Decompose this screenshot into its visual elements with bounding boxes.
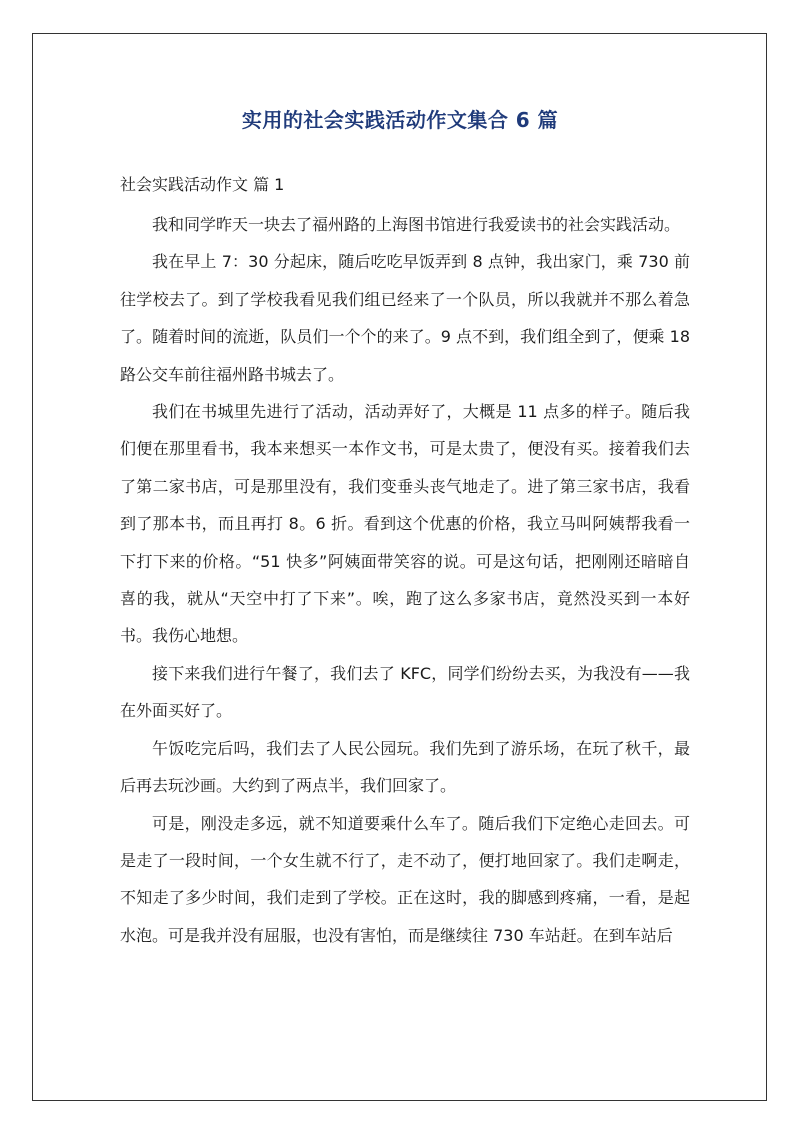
paragraph-3: 我们在书城里先进行了活动，活动弄好了，大概是 11 点多的样子。随后我们便在那里看书，我本来想买一本作文书，可是太贵了，便没有买。接着我们去了第二家书店，可是那里没有，我们变垂头丧气地走了。进了第三家书店，我看到了那本书，而且再打 8。6 折。看到这个优惠的价格，我立马叫阿姨帮我看一下打下来的价格。“51 快多”阿姨面带笑容的说。可是这句话，把刚刚还暗暗自喜的我，就从“天空中打了下来”。唉，跑了这么多家书店，竟然没买到一本好书。我伤心地想。: [120, 402, 690, 646]
paragraph-5: 午饭吃完后吗，我们去了人民公园玩。我们先到了游乐场，在玩了秋千，最后再去玩沙画。大约到了两点半，我们回家了。: [120, 738, 690, 796]
paragraph-2: 我在早上 7：30 分起床，随后吃吃早饭弄到 8 点钟，我出家门，乘 730 前往学校去了。到了学校我看见我们组已经来了一个队员，所以我就并不那么着急了。随着时间的流逝，队员们一个个的来了。9 点不到，我们组全到了，便乘 18 路公交车前往福州路书城去了。: [120, 252, 690, 384]
section-heading: 社会实践活动作文 篇 1: [120, 175, 285, 194]
paragraph-6: 可是，刚没走多远，就不知道要乘什么车了。随后我们下定绝心走回去。可是走了一段时间，一个女生就不行了，走不动了，便打地回家了。我们走啊走，不知走了多少时间，我们走到了学校。正在这时，我的脚感到疼痛，一看，是起水泡。可是我并没有屈服，也没有害怕，而是继续往 730 车站赶。在到车站后: [120, 813, 690, 945]
document-title: 实用的社会实践活动作文集合 6 篇: [241, 108, 559, 132]
paragraph-4: 接下来我们进行午餐了，我们去了 KFC，同学们纷纷去买，为我没有——我在外面买好了。: [120, 663, 690, 721]
paragraph-1: 我和同学昨天一块去了福州路的上海图书馆进行我爱读书的社会实践活动。: [152, 215, 681, 234]
article-body: [120, 206, 690, 954]
